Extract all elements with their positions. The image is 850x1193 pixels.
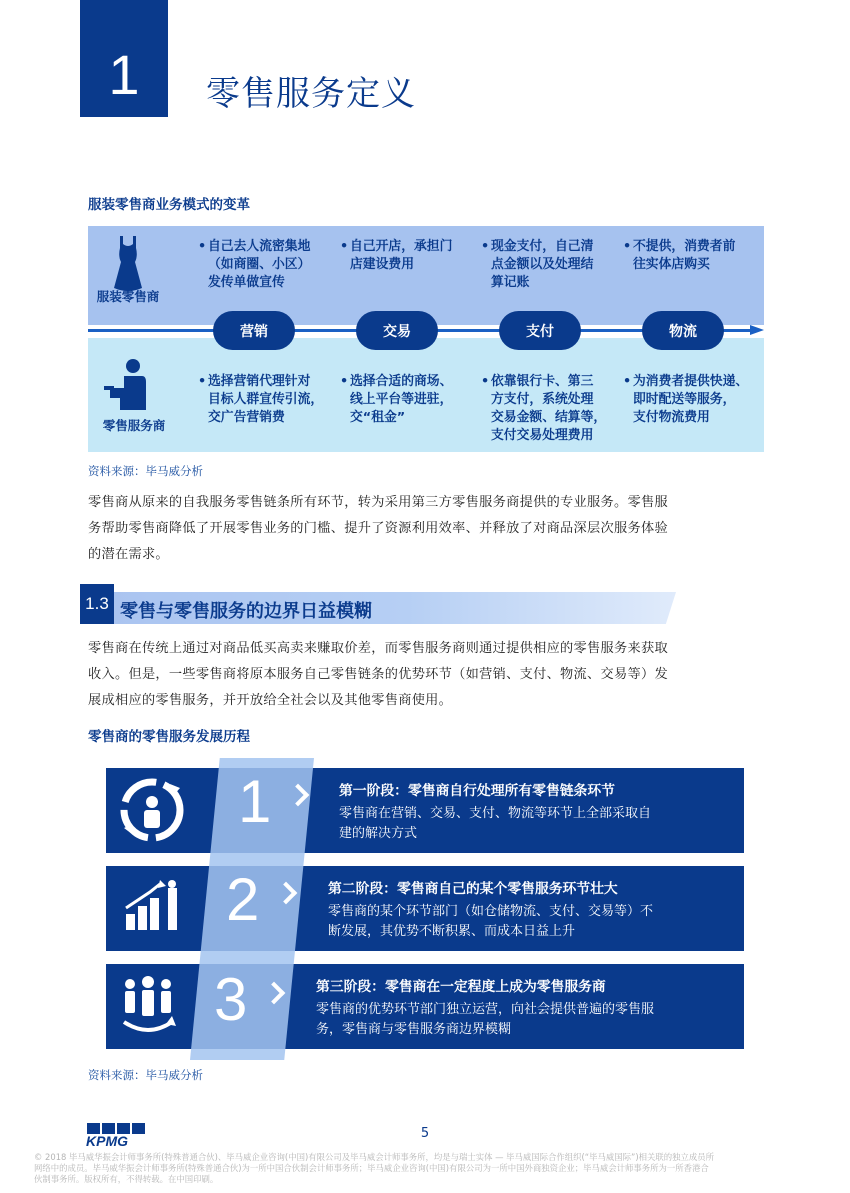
legal-line: 伙制事务所。版权所有，不得转载。在中国印刷。 bbox=[34, 1174, 219, 1184]
section-title: 零售与零售服务的边界日益模糊 bbox=[120, 601, 372, 622]
stage-pill-marketing: 营销 bbox=[213, 311, 295, 350]
service-person-icon bbox=[104, 358, 150, 412]
stage-3-body bbox=[316, 1000, 654, 1040]
figure2-source: 资料来源：毕马威分析 bbox=[88, 1068, 203, 1082]
text-line: （如商圈、小区） bbox=[208, 257, 311, 272]
text-line: 交广告营销费 bbox=[208, 410, 285, 425]
text-line: 自己开店，承担门 bbox=[350, 239, 453, 254]
figure2-title: 零售商的零售服务发展历程 bbox=[88, 729, 250, 745]
section-number: 1.3 bbox=[80, 584, 114, 624]
text-line: 选择营销代理针对 bbox=[208, 374, 311, 389]
bullet: • bbox=[481, 374, 490, 389]
chapter-number: 1 bbox=[108, 43, 140, 106]
stage-number-3: 3 bbox=[214, 966, 248, 1033]
body-line: 务，零售商与零售服务商边界模糊 bbox=[316, 1022, 512, 1037]
text-line: 交易金额、结算等， bbox=[491, 410, 607, 425]
bottom-text-marketing bbox=[198, 373, 324, 427]
growth-bars-icon bbox=[124, 880, 182, 932]
text-line: 自己去人流密集地 bbox=[208, 239, 311, 254]
bottom-role-label: 零售服务商 bbox=[102, 418, 166, 433]
text-line: 即时配送等服务， bbox=[633, 392, 736, 407]
paragraph-1 bbox=[88, 490, 764, 568]
team-icon bbox=[120, 976, 176, 1036]
bullet: • bbox=[340, 374, 349, 389]
legal-footer bbox=[34, 1152, 818, 1185]
bottom-text-logistics bbox=[623, 373, 749, 427]
paragraph-line: 务帮助零售商降低了开展零售业务的门槛、提升了资源利用效率、并释放了对商品深层次服务体验 bbox=[88, 521, 668, 536]
dress-icon bbox=[113, 236, 143, 292]
text-line: 算记账 bbox=[491, 275, 530, 290]
page-title: 零售服务定义 bbox=[206, 74, 416, 114]
stage-pill-transaction: 交易 bbox=[356, 311, 438, 350]
bullet: • bbox=[198, 239, 207, 254]
stage-2-title: 第二阶段：零售商自己的某个零售服务环节壮大 bbox=[328, 881, 618, 897]
top-text-marketing bbox=[198, 238, 311, 292]
body-line: 零售商的某个环节部门（如仓储物流、支付、交易等）不 bbox=[328, 904, 654, 919]
page-number: 5 bbox=[420, 1126, 430, 1141]
text-line: 往实体店购买 bbox=[633, 257, 710, 272]
logo-wordmark: KPMG bbox=[86, 1133, 128, 1147]
stage-1-title: 第一阶段：零售商自行处理所有零售链条环节 bbox=[339, 783, 615, 799]
text-line: 为消费者提供快递、 bbox=[633, 374, 749, 389]
top-text-payment bbox=[481, 238, 594, 292]
text-line: 支付交易处理费用 bbox=[491, 428, 594, 443]
text-line: 目标人群宣传引流， bbox=[208, 392, 324, 407]
bullet: • bbox=[623, 374, 632, 389]
paragraph-line: 的潜在需求。 bbox=[88, 547, 169, 562]
text-line: 依靠银行卡、第三 bbox=[491, 374, 594, 389]
text-line: 现金支付，自己清 bbox=[491, 239, 594, 254]
body-line: 建的解决方式 bbox=[339, 826, 418, 841]
top-role-label: 服装零售商 bbox=[96, 289, 160, 304]
body-line: 零售商的优势环节部门独立运营，向社会提供普遍的零售服 bbox=[316, 1002, 655, 1017]
text-line: 支付物流费用 bbox=[633, 410, 710, 425]
cycle-icon bbox=[118, 776, 186, 844]
top-text-transaction bbox=[340, 238, 453, 274]
text-line: 店建设费用 bbox=[350, 257, 414, 272]
text-line: 点金额以及处理结 bbox=[491, 257, 594, 272]
top-text-logistics bbox=[623, 238, 736, 274]
text-line: 交“租金” bbox=[350, 410, 406, 425]
bullet: • bbox=[623, 239, 632, 254]
stage-1-body bbox=[339, 804, 651, 844]
figure1-source: 资料来源：毕马威分析 bbox=[88, 464, 203, 478]
bottom-text-transaction bbox=[340, 373, 453, 427]
text-line: 选择合适的商场、 bbox=[350, 374, 453, 389]
paragraph-line: 零售商在传统上通过对商品低买高卖来赚取价差，而零售服务商则通过提供相应的零售服务来获取 bbox=[88, 641, 668, 656]
flow-arrow-head bbox=[750, 325, 764, 335]
text-line: 不提供，消费者前 bbox=[633, 239, 736, 254]
stage-3-title: 第三阶段：零售商在一定程度上成为零售服务商 bbox=[316, 979, 606, 995]
stage-number-2: 2 bbox=[226, 866, 260, 933]
bullet: • bbox=[340, 239, 349, 254]
paragraph-line: 收入。但是，一些零售商将原本服务自己零售链条的优势环节（如营销、支付、物流、交易等）发 bbox=[88, 667, 668, 682]
body-line: 断发展，其优势不断积累、而成本日益上升 bbox=[328, 924, 576, 939]
figure1-title: 服装零售商业务模式的变革 bbox=[88, 197, 250, 213]
stage-number-1: 1 bbox=[238, 768, 272, 835]
body-line: 零售商在营销、交易、支付、物流等环节上全部采取自 bbox=[339, 806, 652, 821]
text-line: 发传单做宣传 bbox=[208, 275, 285, 290]
paragraph-2 bbox=[88, 636, 764, 714]
legal-line: © 2018 毕马威华振会计师事务所(特殊普通合伙)、毕马威企业咨询(中国)有限公司及毕马威会计师事务所，均是与瑞士实体 — 毕马威国际合作组织(“毕马威国际”)相关联的独立成员所 bbox=[34, 1152, 714, 1162]
chapter-number-block bbox=[80, 0, 168, 117]
bullet: • bbox=[481, 239, 490, 254]
paragraph-line: 展成相应的零售服务，并开放给全社会以及其他零售商使用。 bbox=[88, 693, 453, 708]
bottom-text-payment bbox=[481, 373, 607, 445]
legal-line: 网络中的成员。毕马威华振会计师事务所(特殊普通合伙)为一所中国合伙制会计师事务所；毕马威企业咨询(中国)有限公司为一所中国外商独资企业；毕马威会计师事务所为一所香港合 bbox=[34, 1163, 709, 1173]
stage-2-body bbox=[328, 902, 653, 942]
paragraph-line: 零售商从原来的自我服务零售链条所有环节，转为采用第三方零售服务商提供的专业服务。零售服 bbox=[88, 495, 668, 510]
stage-pill-logistics: 物流 bbox=[642, 311, 724, 350]
stage-pill-payment: 支付 bbox=[499, 311, 581, 350]
text-line: 方支付，系统处理 bbox=[491, 392, 594, 407]
text-line: 线上平台等进驻， bbox=[350, 392, 453, 407]
bullet: • bbox=[198, 374, 207, 389]
